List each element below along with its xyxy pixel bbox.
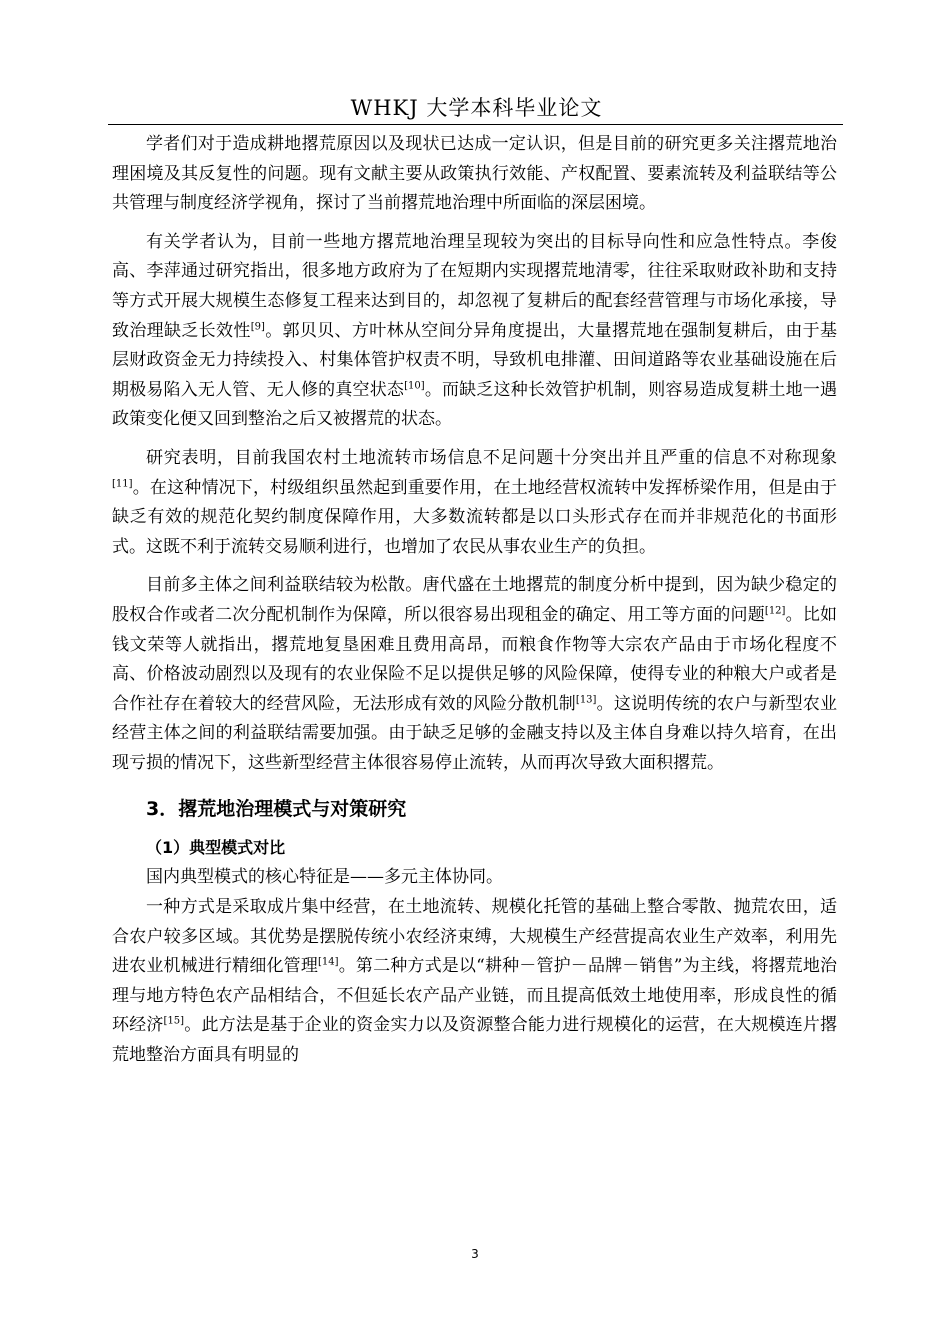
citation-ref: [12] [764, 605, 786, 617]
running-header: WHKJ 大学本科毕业论文 [350, 96, 603, 120]
citation-ref: [11] [112, 477, 133, 489]
citation-ref: [15] [163, 1015, 185, 1027]
paragraph-text: 。此方法是基于企业的资金实力以及资源整合能力进行规模化的运营，在大规模连片撂荒地整治方面具有明显的 [112, 1015, 837, 1066]
paragraph-text: 目前多主体之间利益联结较为松散。唐代盛在土地撂荒的制度分析中提到，因为缺少稳定的股权合作或者二次分配机制作为保障，所以很容易出现租金的确定、用工等方面的问题 [112, 575, 837, 625]
section-heading: 3．撂荒地治理模式与对策研究 [146, 798, 407, 821]
literature-review-section [112, 130, 837, 778]
subsection-heading: （1）典型模式对比 [146, 838, 286, 858]
paragraph-text: 学者们对于造成耕地撂荒原因以及现状已达成一定认识，但是目前的研究更多关注撂荒地治理困境及其反复性的问题。现有文献主要从政策执行效能、产权配置、要素流转及利益联结等公共管理与制度经济学视角，探讨了当前撂荒地治理中所面临的深层困境。 [112, 134, 837, 214]
paragraph-text: 有关学者认为，目前一些地方撂荒地治理呈现较为突出的目标导向性和应急性特点。李俊高、李萍通过研究指出，很多地方政府为了在短期内实现撂荒地清零，往往采取财政补助和支持等方式开展大规模生态修复工程来达到目的，却忽视了复耕后的配套经营管理与市场化承接，导致治理缺乏长效性 [112, 231, 837, 341]
citation-ref: [9] [250, 320, 265, 332]
paragraph-text: 。而缺乏这种长效管护机制，则容易造成复耕土地一遇政策变化便又回到整治之后又被撂荒的状态。 [112, 379, 838, 430]
typical-models-section [112, 863, 837, 1070]
paragraph [112, 893, 837, 1071]
paragraph [112, 130, 837, 219]
citation-ref: [13] [575, 694, 597, 706]
paragraph-text: 。比如钱文荣等人就指出，撂荒地复垦困难且费用高昂，而粮食作物等大宗农产品由于市场化程度不高、价格波动剧烈以及现有的农业保险不足以提供足够的风险保障，使得专业的种粮大户或者是合作社存在着较大的经营风险，无法形成有效的风险分散机制 [112, 604, 837, 714]
paragraph-text: 一种方式是采取成片集中经营，在土地流转、规模化托管的基础上整合零散、抛荒农田，适合农户较多区域。其优势是摆脱传统小农经济束缚，大规模生产经营提高农业生产效率，利用先进农业机械进行精细化管理 [112, 897, 837, 977]
citation-ref: [10] [404, 380, 425, 392]
paragraph-text: 国内典型模式的核心特征是——多元主体协同。 [146, 867, 503, 888]
paragraph-text: 。郭贝贝、方叶林从空间分异角度提出，大量撂荒地在强制复耕后，由于基层财政资金无力持续投入、村集体管护权责不明，导致机电排灌、田间道路等农业基础设施在后期极易陷入无人管、无人修的真空状态 [112, 320, 838, 400]
paragraph-text: 。在这种情况下，村级组织虽然起到重要作用，在土地经营权流转中发挥桥梁作用，但是由于缺乏有效的规范化契约制度保障作用，大多数流转都是以口头形式存在而并非规范化的书面形式。这既不利于流转交易顺利进行，也增加了农民从事农业生产的负担。 [112, 477, 837, 557]
paragraph [112, 444, 837, 562]
paragraph-text: 。第二种方式是以“耕种－管护－品牌－销售”为主线，将撂荒地治理与地方特色农产品相结合，不但延长农产品产业链，而且提高低效土地使用率，形成良性的循环经济 [112, 956, 837, 1036]
page-number: 3 [471, 1247, 479, 1261]
paragraph-text: 研究表明，目前我国农村土地流转市场信息不足问题十分突出并且严重的信息不对称现象 [146, 447, 837, 468]
page-body [112, 130, 837, 1071]
paragraph [112, 571, 837, 778]
paragraph-text: 。这说明传统的农户与新型农业经营主体之间的利益联结需要加强。由于缺乏足够的金融支持以及主体自身难以持久培育，在出现亏损的情况下，这些新型经营主体很容易停止流转，从而再次导致大面积撂荒。 [112, 693, 838, 773]
header-rule [108, 124, 843, 125]
paragraph [112, 228, 837, 435]
citation-ref: [14] [318, 956, 339, 968]
paragraph [112, 863, 837, 893]
